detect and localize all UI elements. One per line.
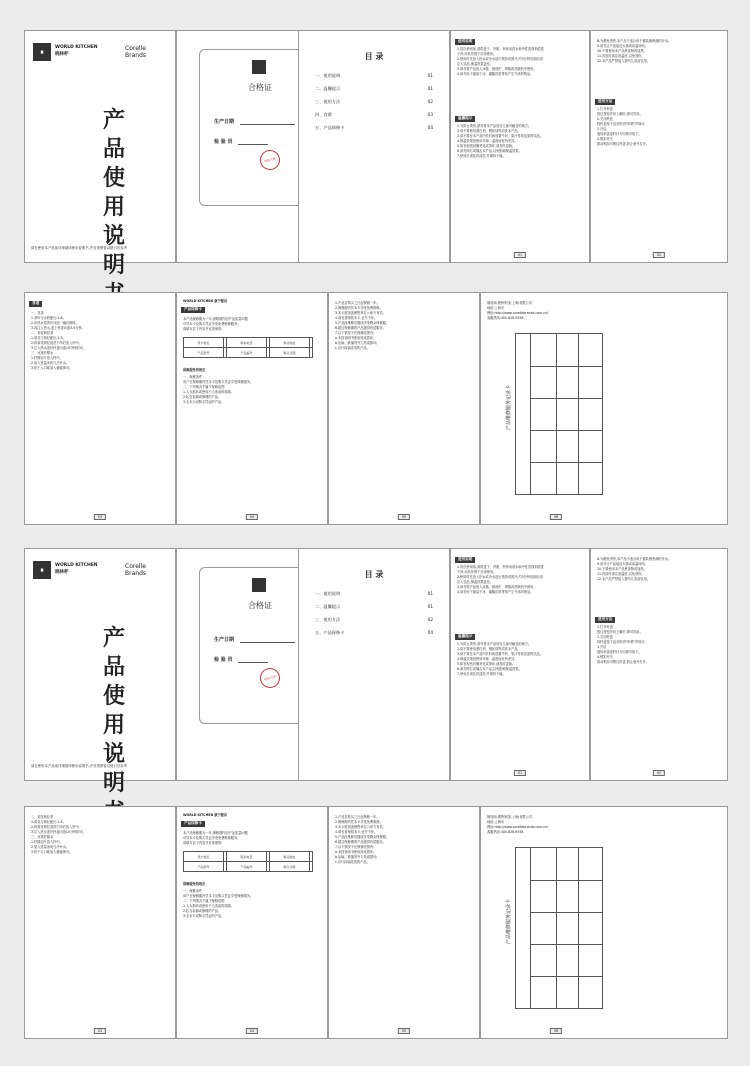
warranty-rules: 一、保修条件 用户在保修期内凭本卡及购买凭证享受保修服务。 二、下列情况不属于保修范围 1.人为损坏或使用不当造成的故障。 2.私自拆卸或修理的产品。 3.无本卡或购买凭证的产品。 [183,889,254,918]
brand-wk: WORLD KITCHEN [55,563,98,568]
service-card-title: 产品维修服务记录卡 [506,384,513,431]
page-number: 02 [653,252,665,258]
cert-inspector: 检 验 员 [214,656,268,663]
page-number: 05 [398,1028,410,1034]
brand-corelle: Corelle [125,563,146,570]
toc-row[interactable]: 四、食谱 03 [315,112,433,117]
page-number: 03 [94,514,106,520]
cert-title: 合格证 [248,601,272,610]
brand-wk-cn: 晓林杯 [55,570,69,575]
page-number: 04 [246,1028,258,1034]
cover-note: 请在使用本产品前详细阅读使用说明书,并妥善保管以便日后参考 [31,764,128,768]
page-number: 01 [514,252,526,258]
warranty-brand: WORLD KITCHEN 康宁餐具 [183,299,228,303]
page-06-b [480,806,728,1039]
brand-corelle-2: Brands [125,52,146,59]
toc-page-2 [298,548,450,781]
toc-row[interactable]: 二、温馨提示 01 [315,86,433,91]
warranty-intro: 本产品保修期为一年,保修期内因产品质量问题 可凭本卡及购买凭证享受免费维修服务。 请填写以下内容并妥善保管: [183,317,248,331]
cover-page [24,30,176,278]
cover-page-2 [24,548,176,796]
page-01 [450,30,590,263]
brand-wk: WORLD KITCHEN [55,45,98,50]
toc-row[interactable]: 一、使用说明 01 [315,591,433,596]
service-record-card [506,333,603,495]
recipe-text: 二、菊花枸杞茶 1.菊花与枸杞配比:1:3。 2.将菊花枸杞清洗干净后放入杯中。 3.注入热水盖好杯盖闷泡10分钟即可。 三、冰爽柠檬水 1.柠檬切片放入杯中。 2.加入适量冰块与冷开水。 3.依个人口味加入蜂蜜即可。 [31,815,86,854]
tips-text-cont: 8.为避免烫伤,本产品不适合用于盛装刚煮沸的开水。 9.请勿让产品接近火源或高温场所。 10.不要使用本产品煮食物或加热。 11.饮用时请注意温度,以免烫伤。 12.本产品严禁装入婴幼儿食品饮用。 [597,39,672,63]
cert-logo [252,60,266,74]
cert-date: 生产日期 [214,118,295,125]
toc-row[interactable]: 五、产品保修卡 04 [315,125,433,130]
section-heading: 使用方法 [595,99,615,105]
page-number: 02 [653,770,665,776]
section-heading: 产品保修卡 [181,307,205,313]
stamp: 检验合格 [258,148,282,172]
cover-title: 产 品 使 用 说 明 [102,625,125,796]
toc-row[interactable]: 二、温馨提示 01 [315,604,433,609]
warranty-terms: 1.产品自购买之日起保修一年。 2.保修期内凭本卡享受免费维修。 3.本卡需加盖销售单位公章方有效。 4.请妥善保管本卡,丢失不补。 5.产品经维修后继续享受剩余保修期。 6.超过保修期的产品提供有偿服务。 7.以下情况不在保修范围内: a.未按说明书使用造成损坏; b.运输、跌落等外力造成损坏; c.自行拆装改造的产品。 [335,815,390,864]
page-number: 05 [398,514,410,520]
cover-note: 请在使用本产品前详细阅读使用说明书,并妥善保管以便日后参考 [31,246,128,250]
page-number: 01 [514,770,526,776]
service-card-title: 产品维修服务记录卡 [506,898,513,945]
page-02-b [590,548,728,781]
tips-text: 1.为防止烫伤,请勿将本产品放在儿童可触及的地方。 2.请不要使用漂白剂、钢丝球等清洗本产品。 3.请不要在本产品内长时间放置牛奶、果汁等易变质的饮品。 4.保温效果因使用环境、温度而有所差异。 5.如发现密封圈老化或损坏,请及时更换。 6.请勿摔打或撞击本产品,以免影响保温效果。 7.使用后请及时清洗,并保持干燥。 [457,124,543,158]
page-01-b [450,548,590,781]
page-04-b [176,806,328,1039]
tips-text-cont: 8.为避免烫伤,本产品不适合用于盛装刚煮沸的开水。 9.请勿让产品接近火源或高温场所。 10.不要使用本产品煮食物或加热。 11.饮用时请注意温度,以免烫伤。 12.本产品严禁装入婴幼儿食品饮用。 [597,557,672,581]
warranty-rules-title: 保修服务的规定 [183,368,206,372]
page-number: 04 [246,514,258,520]
cover-title: 产 品 使 用 说 明 [102,107,125,278]
warranty-table: 用户姓名 联系电话 购买地址 产品型号 产品编号 购买日期 [183,851,313,872]
recipe-text: 一、花茶 1.茶叶与水的配比:1:6。 2.用热水将茶叶冲泡一遍后倒掉。 3.再注入热水,盖上杯盖闷泡3-5分钟。 二、菊花枸杞茶 1.菊花与枸杞配比:1:3。 2.将菊花枸杞清洗干净后放入杯中。 3.注入热水盖好杯盖闷泡10分钟即可。 三、冰爽柠檬水 1.柠檬切片放入杯中。 2.加入适量冰块与冷开水。 3.依个人口味加入蜂蜜即可。 [31,311,86,370]
page-number: 06 [550,514,562,520]
page-03 [24,292,176,525]
wk-logo: ▇ [33,43,51,61]
usage-text: 1.初次使用前,请将盖子、内胆、杯体用清水和中性洗涤剂清洗 干净,用软布擦干后再使用。 2.使用时先放入热水或冷水进行预热或预冷,约3分钟后倒出再 注入饮品,保温效果更佳。 3.请勿将产品放入冰箱、微波炉、烤箱或洗碗机中使用。 4.请勿用于盛装干冰、碳酸饮料等易产生气体的物品。 [457,565,544,594]
service-record-card [506,847,603,1009]
brand-corelle-2: Brands [125,570,146,577]
stamp: 检验合格 [258,666,282,690]
brand-wk-cn: 晓林杯 [55,52,69,57]
page-number: 06 [550,1028,562,1034]
manufacturer-info: 制造商:康特家居(上海)有限公司 地址:上海市 网址:http://www.corellebrands.com.cn/ 客服热线:400-826-9558 [487,301,549,320]
toc-title: 目 录 [364,570,384,579]
warranty-intro: 本产品保修期为一年,保修期内因产品质量问题 可凭本卡及购买凭证享受免费维修服务。 请填写以下内容并妥善保管: [183,831,248,845]
wk-logo: ▇ [33,561,51,579]
cert-inspector: 检 验 员 [214,138,268,145]
warranty-rules-title: 保修服务的规定 [183,882,206,886]
toc-page [298,30,450,263]
cert-title: 合格证 [248,83,272,92]
method-text: 1.打开杯盖 按住按钮并向上翻开,即可饮用。 2.关闭杯盖 将杯盖按下直至听到"咔嗒"声即可。 3.开启 旋转杯盖逆时针方向即可取下。 4.锁扣开关 推动锁扣可锁住杯盖,防止意外打开。 [597,625,650,664]
cert-date: 生产日期 [214,636,295,643]
section-heading: 温馨提示 [455,634,475,640]
tips-text: 1.为防止烫伤,请勿将本产品放在儿童可触及的地方。 2.请不要使用漂白剂、钢丝球等清洗本产品。 3.请不要在本产品内长时间放置牛奶、果汁等易变质的饮品。 4.保温效果因使用环境、温度而有所差异。 5.如发现密封圈老化或损坏,请及时更换。 6.请勿摔打或撞击本产品,以免影响保温效果。 7.使用后请及时清洗,并保持干燥。 [457,642,543,676]
toc-row[interactable]: 五、产品保修卡 04 [315,630,433,635]
page-03-b [24,806,176,1039]
page-number: 03 [94,1028,106,1034]
cert-logo [252,578,266,592]
page-04 [176,292,328,525]
section-heading: 食谱 [29,301,42,307]
brand-corelle: Corelle [125,45,146,52]
section-heading: 使用说明 [455,39,475,45]
page-06 [480,292,728,525]
page-05-b [328,806,480,1039]
manufacturer-info: 制造商:康特家居(上海)有限公司 地址:上海市 网址:http://www.corellebrands.com.cn/ 客服热线:400-826-9558 [487,815,549,834]
page-02 [590,30,728,263]
warranty-terms: 1.产品自购买之日起保修一年。 2.保修期内凭本卡享受免费维修。 3.本卡需加盖销售单位公章方有效。 4.请妥善保管本卡,丢失不补。 5.产品经维修后继续享受剩余保修期。 6.超过保修期的产品提供有偿服务。 7.以下情况不在保修范围内: a.未按说明书使用造成损坏; b.运输、跌落等外力造成损坏; c.自行拆装改造的产品。 [335,301,390,350]
toc-title: 目 录 [364,52,384,61]
method-text: 1.打开杯盖 按住按钮并向上翻开,即可饮用。 2.关闭杯盖 将杯盖按下直至听到"咔嗒"声即可。 3.开启 旋转杯盖逆时针方向即可取下。 4.锁扣开关 推动锁扣可锁住杯盖,防止意外打开。 [597,107,650,146]
toc-row[interactable]: 三、使用方法 02 [315,99,433,104]
warranty-rules: 一、保修条件 用户在保修期内凭本卡及购买凭证享受保修服务。 二、下列情况不属于保修范围 1.人为损坏或使用不当造成的故障。 2.私自拆卸或修理的产品。 3.无本卡或购买凭证的产品。 [183,375,254,404]
warranty-table: 用户姓名 联系电话 购买地址 产品型号 产品编号 购买日期 [183,337,313,358]
page-05 [328,292,480,525]
toc-row[interactable]: 一、使用说明 01 [315,73,433,78]
section-heading: 温馨提示 [455,116,475,122]
section-heading: 产品保修卡 [181,821,205,827]
usage-text: 1.初次使用前,请将盖子、内胆、杯体用清水和中性洗涤剂清洗 干净,用软布擦干后再使用。 2.使用时先放入热水或冷水进行预热或预冷,约3分钟后倒出再 注入饮品,保温效果更佳。 3.请勿将产品放入冰箱、微波炉、烤箱或洗碗机中使用。 4.请勿用于盛装干冰、碳酸饮料等易产生气体的物品。 [457,47,544,76]
toc-row[interactable]: 三、使用方法 02 [315,617,433,622]
section-heading: 使用说明 [455,557,475,563]
warranty-brand: WORLD KITCHEN 康宁餐具 [183,813,228,817]
section-heading: 使用方法 [595,617,615,623]
